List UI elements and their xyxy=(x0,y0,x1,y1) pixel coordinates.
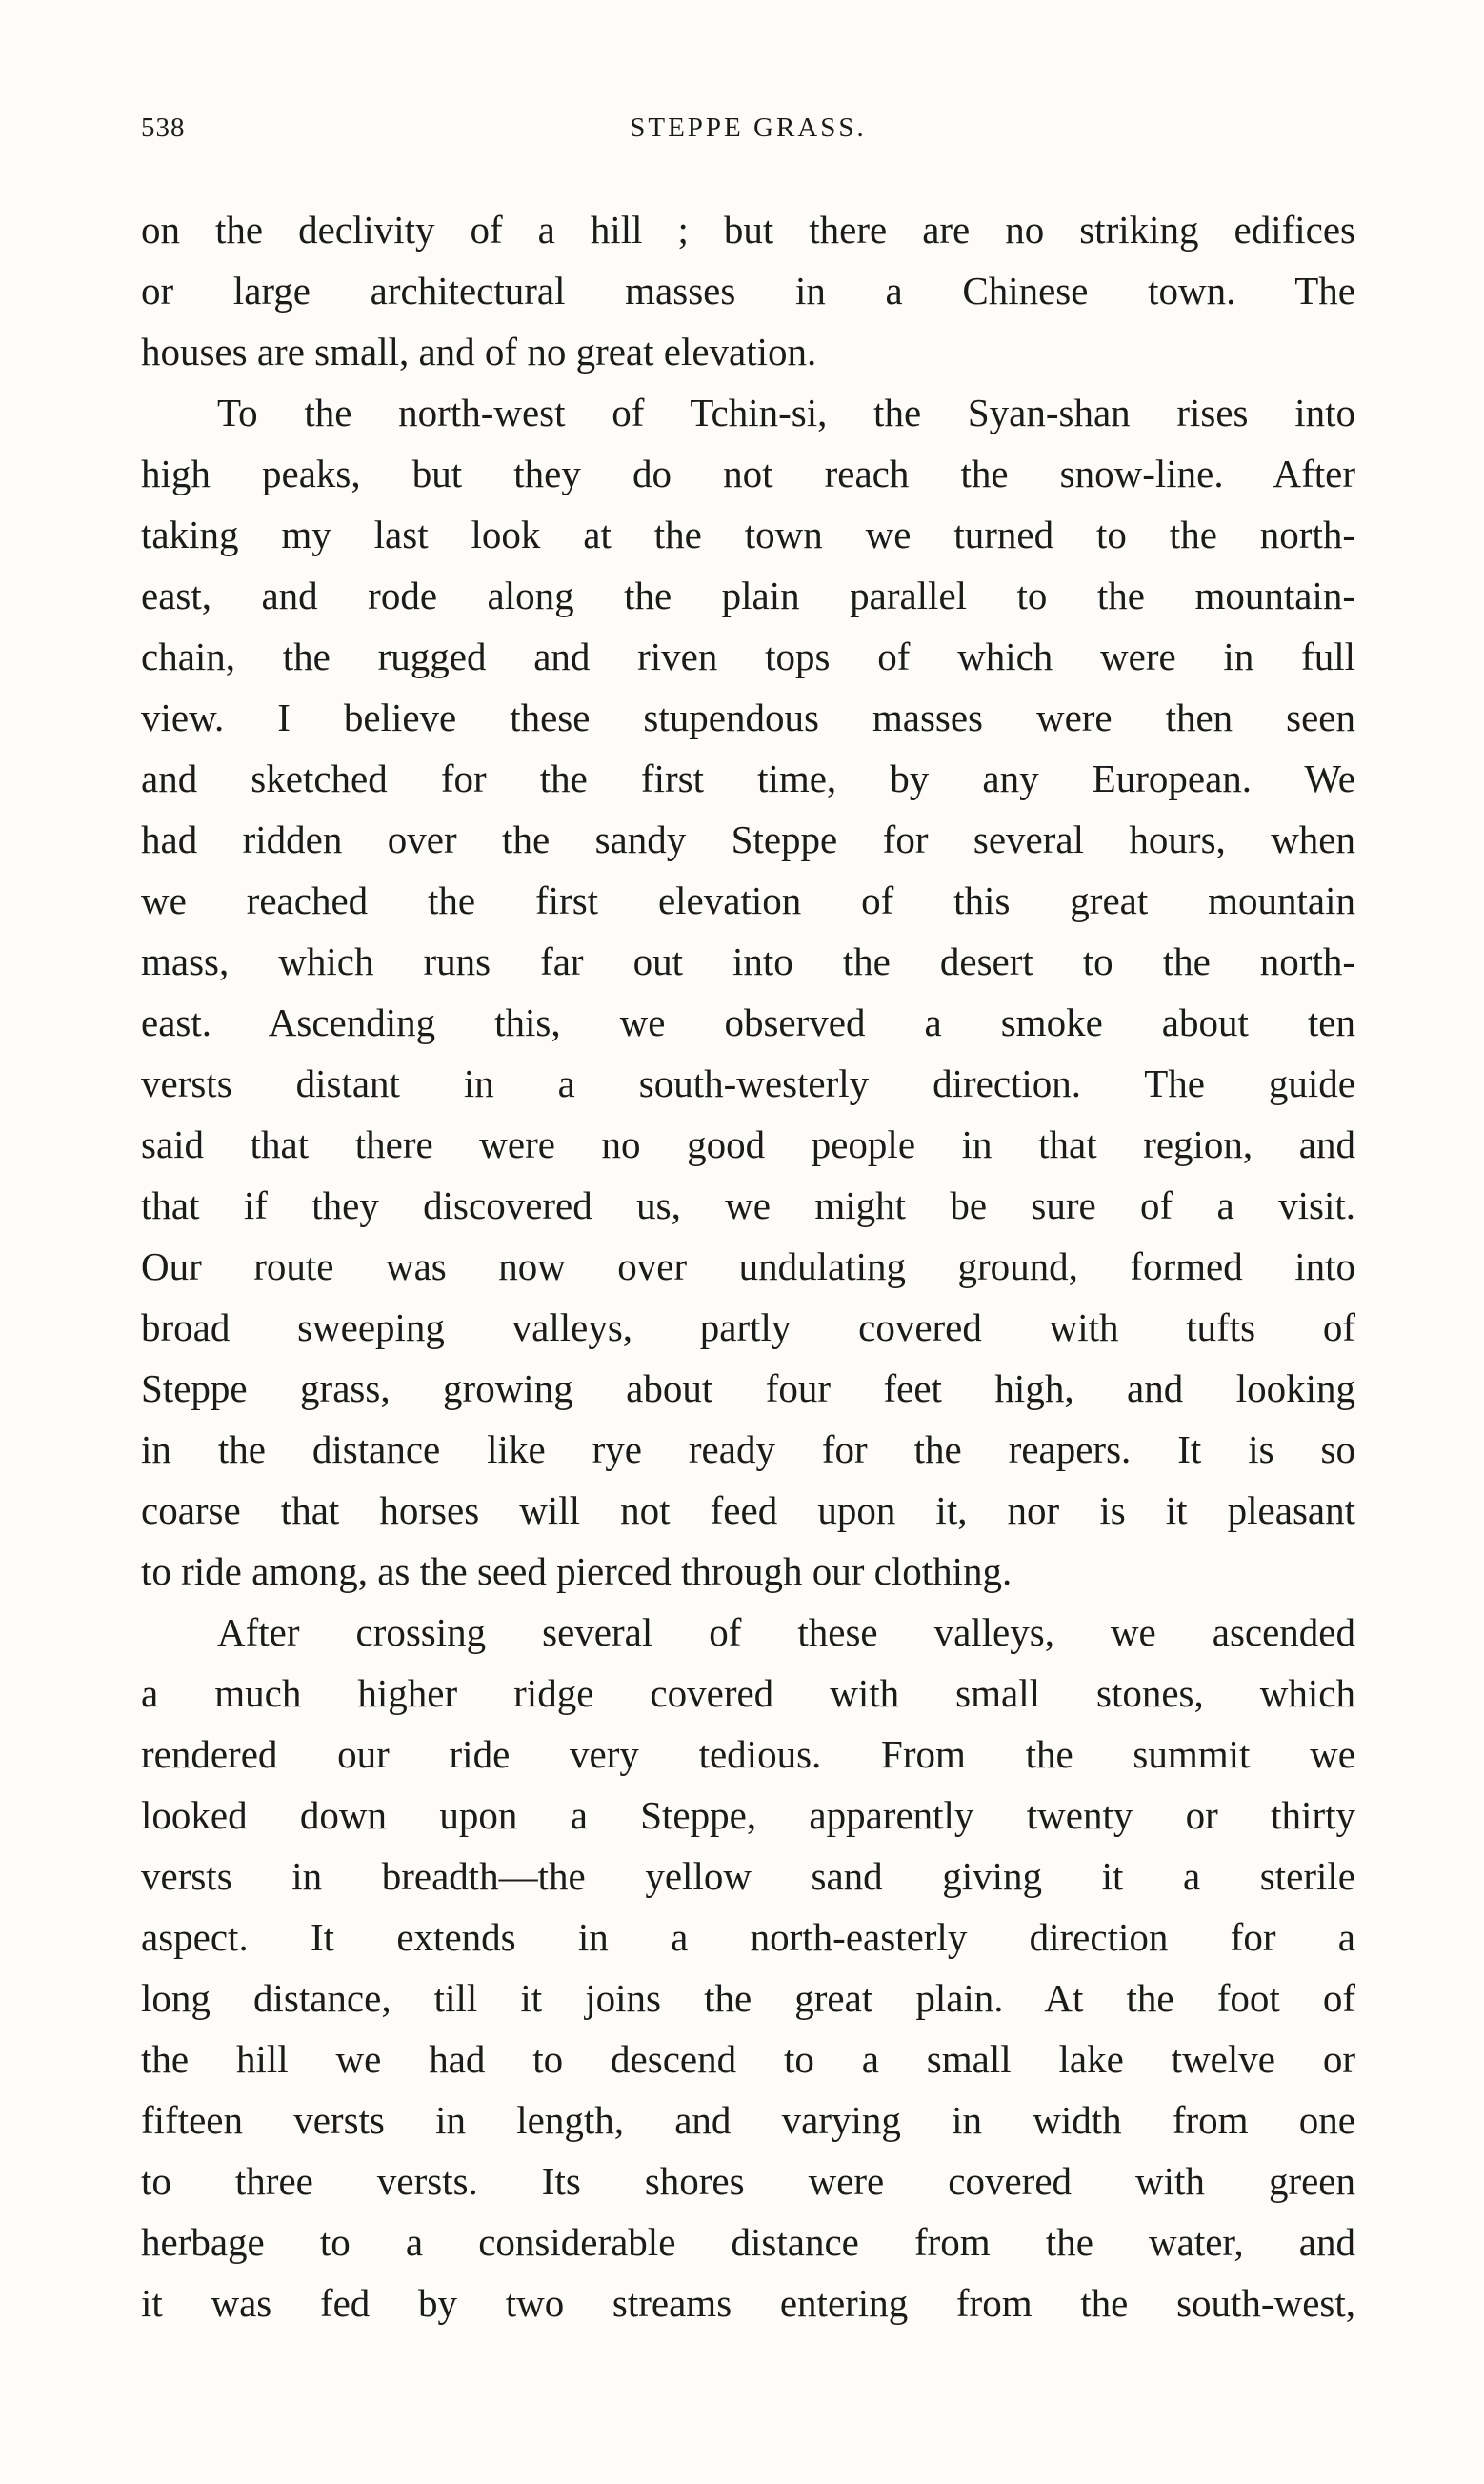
text-line: taking my last look at the town we turned to the north- xyxy=(141,513,1355,556)
text-line: we reached the first elevation of this great mountain xyxy=(141,878,1355,922)
paragraph-start-line: After crossing several of these valleys, we ascended xyxy=(217,1610,1355,1654)
text-line: aspect. It extends in a north-easterly direction for a xyxy=(141,1915,1355,1959)
text-line: versts in breadth—the yellow sand giving it a sterile xyxy=(141,1854,1355,1898)
text-line: east, and rode along the plain parallel to the mountain- xyxy=(141,574,1355,617)
page-number: 538 xyxy=(141,112,186,143)
text-line: a much higher ridge covered with small stones, which xyxy=(141,1671,1355,1715)
text-line: rendered our ride very tedious. From the summit we xyxy=(141,1732,1355,1776)
text-line: versts distant in a south-westerly direction. The guide xyxy=(141,1061,1355,1105)
text-line: east. Ascending this, we observed a smoke about ten xyxy=(141,1000,1355,1044)
text-line: long distance, till it joins the great plain. At the foot of xyxy=(141,1976,1355,2020)
text-line: the hill we had to descend to a small lake twelve or xyxy=(141,2037,1355,2081)
text-line: view. I believe these stupendous masses were then seen xyxy=(141,696,1355,739)
text-line: Steppe grass, growing about four feet high, and looking xyxy=(141,1366,1355,1410)
text-line: or large architectural masses in a Chinese town. The xyxy=(141,269,1355,313)
text-line: to three versts. Its shores were covered with green xyxy=(141,2159,1355,2203)
body-text xyxy=(141,199,1355,2333)
running-head: STEPPE GRASS. xyxy=(630,112,867,143)
text-line: to ride among, as the seed pierced through our clothing. xyxy=(141,1549,1013,1593)
paragraph-start-line: To the north-west of Tchin-si, the Syan-shan rises into xyxy=(217,391,1355,434)
text-line: had ridden over the sandy Steppe for several hours, when xyxy=(141,818,1355,861)
text-line: and sketched for the first time, by any European. We xyxy=(141,757,1355,800)
text-line: mass, which runs far out into the desert to the north- xyxy=(141,939,1355,983)
text-line: broad sweeping valleys, partly covered with tufts of xyxy=(141,1305,1355,1349)
text-line: that if they discovered us, we might be sure of a visit. xyxy=(141,1183,1355,1227)
text-line: looked down upon a Steppe, apparently twenty or thirty xyxy=(141,1793,1355,1837)
text-line: fifteen versts in length, and varying in width from one xyxy=(141,2098,1355,2142)
text-line: high peaks, but they do not reach the snow-line. After xyxy=(141,452,1355,495)
text-line: herbage to a considerable distance from the water, and xyxy=(141,2220,1355,2264)
text-line: coarse that horses will not feed upon it, nor is it pleasant xyxy=(141,1488,1355,1532)
text-line: houses are small, and of no great elevation. xyxy=(141,330,817,374)
text-line: chain, the rugged and riven tops of which were in full xyxy=(141,635,1355,678)
page-header xyxy=(141,112,1355,160)
text-line: it was fed by two streams entering from the south-west, xyxy=(141,2281,1355,2325)
text-line: in the distance like rye ready for the reapers. It is so xyxy=(141,1427,1355,1471)
text-line: Our route was now over undulating ground, formed into xyxy=(141,1244,1355,1288)
text-line: on the declivity of a hill ; but there are no striking edifices xyxy=(141,208,1355,252)
text-line: said that there were no good people in that region, and xyxy=(141,1122,1355,1166)
